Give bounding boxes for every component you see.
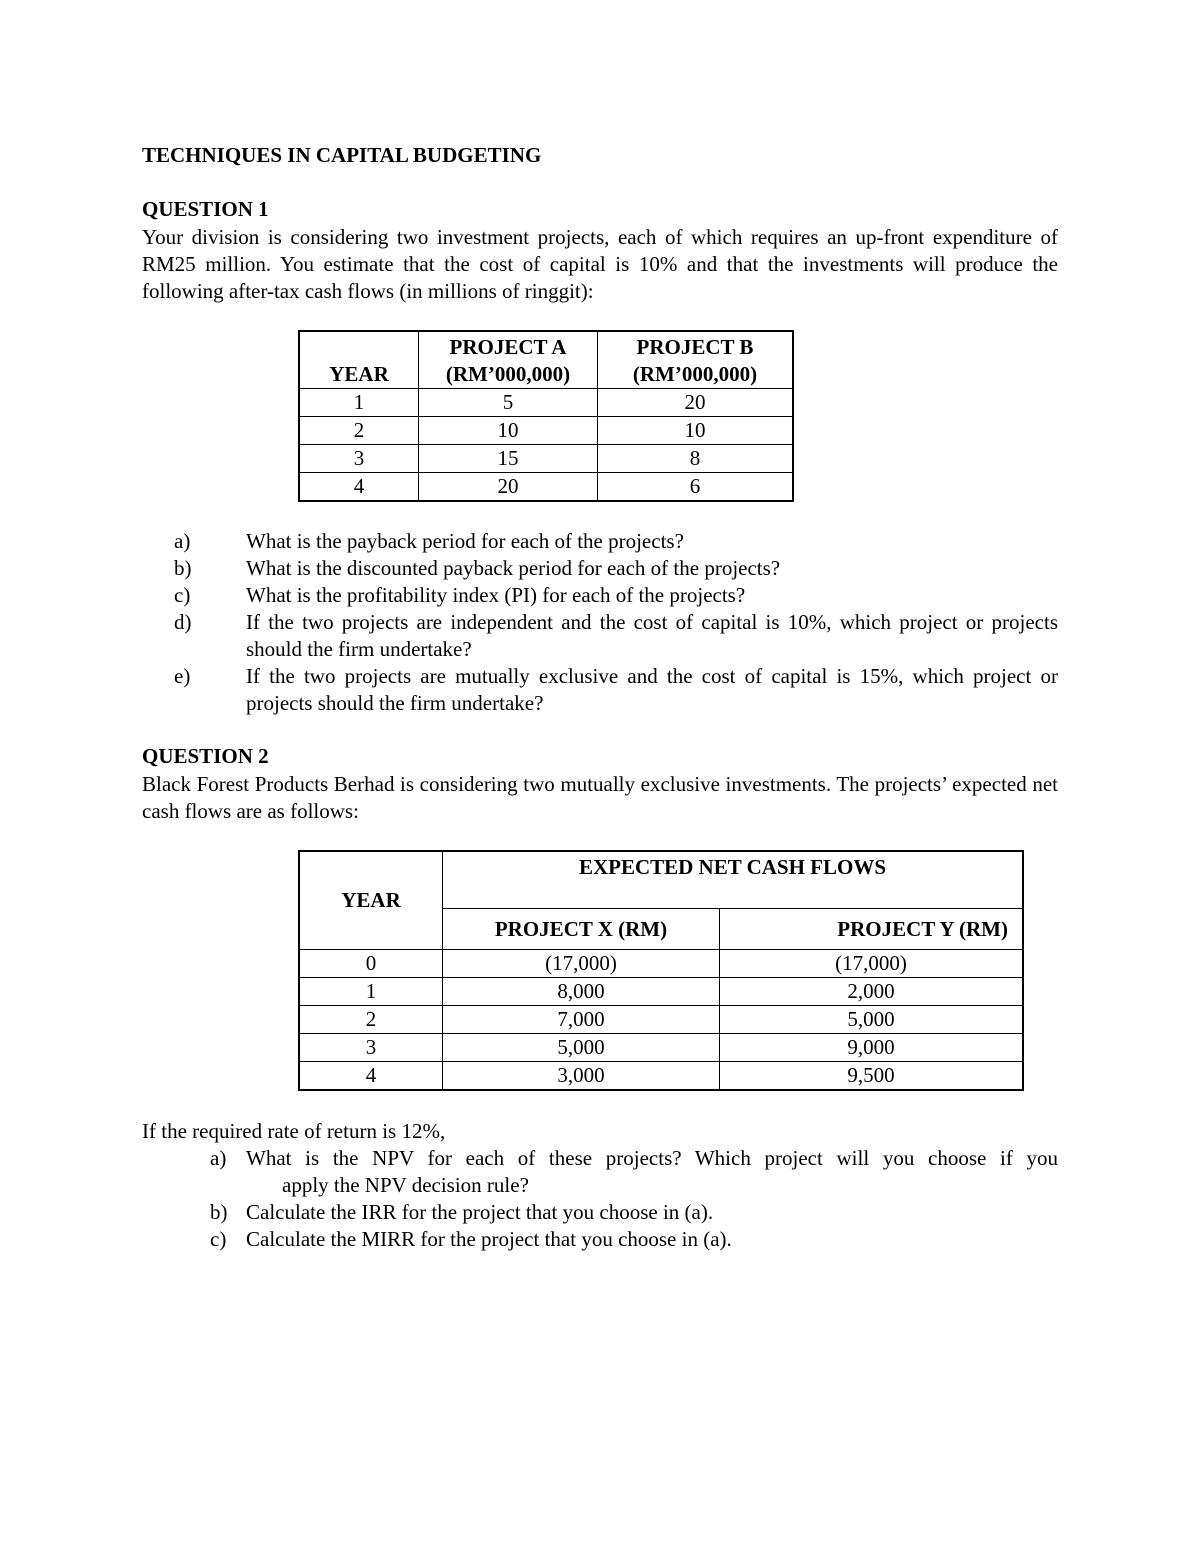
item-text: What is the NPV for each of these projects? Which project will you choose if you bbox=[246, 1146, 1058, 1170]
table-row bbox=[299, 417, 793, 445]
item-text: Calculate the IRR for the project that you choose in (a). bbox=[246, 1200, 714, 1224]
header-project-a bbox=[419, 331, 598, 389]
list-item bbox=[142, 1199, 1058, 1226]
cell-year: 2 bbox=[299, 417, 419, 445]
list-item bbox=[142, 663, 1058, 717]
cell-project-y: (17,000) bbox=[720, 950, 1024, 978]
question-2-lead: If the required rate of return is 12%, bbox=[142, 1119, 446, 1143]
cell-year: 3 bbox=[299, 445, 419, 473]
item-label: b) bbox=[174, 556, 192, 580]
cell-project-y: 9,500 bbox=[720, 1062, 1024, 1091]
cell-project-x: 5,000 bbox=[443, 1034, 720, 1062]
list-item bbox=[142, 609, 1058, 663]
document-title: TECHNIQUES IN CAPITAL BUDGETING bbox=[142, 143, 542, 167]
list-item bbox=[142, 1226, 1058, 1253]
question-1-cash-flow-table bbox=[298, 330, 794, 502]
header-project-x: PROJECT X (RM) bbox=[443, 909, 720, 950]
item-text: If the two projects are mutually exclusive and the cost of capital is 15%, which project or projects should the firm undertake? bbox=[246, 664, 1058, 715]
table-row bbox=[299, 1062, 1023, 1091]
table-row bbox=[299, 1006, 1023, 1034]
table-header-row bbox=[299, 851, 1023, 909]
header-project-b-name: PROJECT B bbox=[636, 335, 754, 359]
cell-project-y: 9,000 bbox=[720, 1034, 1024, 1062]
header-year: YEAR bbox=[299, 331, 419, 389]
question-2-intro: Black Forest Products Berhad is considering two mutually exclusive investments. The projects’ expected net cash flows are as follows: bbox=[142, 772, 1058, 823]
list-item bbox=[142, 555, 1058, 582]
item-text: What is the discounted payback period for each of the projects? bbox=[246, 556, 781, 580]
item-label: e) bbox=[174, 664, 191, 688]
question-1-intro: Your division is considering two investment projects, each of which requires an up-front expenditure of RM25 million. You estimate that the cost of capital is 10% and that the investments will produce the following after-tax cash flows (in millions of ringgit): bbox=[142, 225, 1058, 303]
list-item bbox=[142, 1145, 1058, 1199]
cell-project-b: 6 bbox=[598, 473, 794, 502]
header-project-b bbox=[598, 331, 794, 389]
question-2-sub-questions bbox=[142, 1145, 1058, 1253]
cell-year: 2 bbox=[299, 1006, 443, 1034]
header-project-a-unit: (RM’000,000) bbox=[445, 362, 571, 386]
cell-project-a: 20 bbox=[419, 473, 598, 502]
header-project-b-unit: (RM’000,000) bbox=[632, 362, 758, 386]
item-text: What is the payback period for each of the projects? bbox=[246, 529, 684, 553]
header-project-y: PROJECT Y (RM) bbox=[720, 909, 1024, 950]
cell-project-a: 15 bbox=[419, 445, 598, 473]
table-row bbox=[299, 1034, 1023, 1062]
question-1-heading: QUESTION 1 bbox=[142, 197, 269, 221]
item-text: If the two projects are independent and the cost of capital is 10%, which project or projects should the firm undertake? bbox=[246, 610, 1058, 661]
item-text: What is the profitability index (PI) for each of the projects? bbox=[246, 583, 746, 607]
header-expected-net-cash-flows: EXPECTED NET CASH FLOWS bbox=[443, 851, 1024, 909]
item-label: a) bbox=[174, 529, 191, 553]
table-header-row bbox=[299, 331, 793, 389]
cell-project-b: 20 bbox=[598, 389, 794, 417]
cell-project-a: 5 bbox=[419, 389, 598, 417]
cell-project-x: (17,000) bbox=[443, 950, 720, 978]
cell-project-x: 7,000 bbox=[443, 1006, 720, 1034]
cell-year: 4 bbox=[299, 1062, 443, 1091]
header-project-a-name: PROJECT A bbox=[449, 335, 567, 359]
item-text: Calculate the MIRR for the project that you choose in (a). bbox=[246, 1227, 732, 1251]
item-label: a) bbox=[210, 1146, 227, 1170]
table-row bbox=[299, 389, 793, 417]
cell-project-x: 3,000 bbox=[443, 1062, 720, 1091]
item-label: b) bbox=[210, 1200, 228, 1224]
cell-year: 1 bbox=[299, 978, 443, 1006]
item-label: d) bbox=[174, 610, 192, 634]
table-row bbox=[299, 473, 793, 502]
cell-project-y: 5,000 bbox=[720, 1006, 1024, 1034]
table-row bbox=[299, 978, 1023, 1006]
cell-year: 4 bbox=[299, 473, 419, 502]
cell-year: 0 bbox=[299, 950, 443, 978]
cell-project-a: 10 bbox=[419, 417, 598, 445]
cell-year: 1 bbox=[299, 389, 419, 417]
cell-year: 3 bbox=[299, 1034, 443, 1062]
list-item bbox=[142, 582, 1058, 609]
item-label: c) bbox=[174, 583, 191, 607]
question-2-heading: QUESTION 2 bbox=[142, 744, 269, 768]
cell-project-b: 8 bbox=[598, 445, 794, 473]
table-row bbox=[299, 950, 1023, 978]
cell-project-b: 10 bbox=[598, 417, 794, 445]
header-year: YEAR bbox=[299, 851, 443, 950]
cell-project-x: 8,000 bbox=[443, 978, 720, 1006]
item-label: c) bbox=[210, 1227, 227, 1251]
cell-project-y: 2,000 bbox=[720, 978, 1024, 1006]
table-row bbox=[299, 445, 793, 473]
list-item bbox=[142, 528, 1058, 555]
question-2-cash-flow-table bbox=[298, 850, 1024, 1091]
item-text-continued: apply the NPV decision rule? bbox=[282, 1173, 529, 1197]
question-1-sub-questions bbox=[142, 528, 1058, 717]
